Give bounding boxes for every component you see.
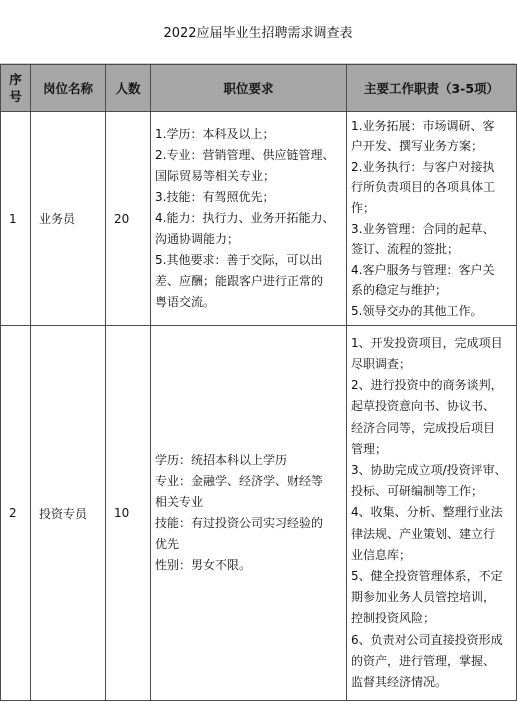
row-count: 10	[106, 326, 151, 701]
duty-line: 6、负责对公司直接投资形成	[351, 632, 503, 647]
row-requirements	[151, 326, 347, 701]
requirement-line: 粤语交流。	[155, 295, 216, 309]
requirement-line: 优先	[155, 537, 180, 551]
duty-line: 律法规、产业策划、建立行	[351, 526, 496, 541]
duty-line: 5.领导交办的其他工作。	[351, 303, 483, 318]
duty-line: 2.业务执行：与客户对接执	[351, 159, 495, 174]
requirements-list	[155, 124, 342, 313]
sheet-title: 2022应届毕业生招聘需求调查表	[0, 0, 516, 64]
header-count: 人数	[106, 65, 151, 112]
duty-line: 签订、流程的签批；	[351, 242, 460, 257]
duty-line: 控制投资风险；	[351, 611, 436, 626]
duty-line: 4、收集、分析、整理行业法	[351, 505, 503, 520]
duty-line: 5、健全投资管理体系，不定	[351, 569, 503, 583]
row-position: 业务员	[31, 112, 106, 326]
duty-line: 业信息库；	[351, 547, 412, 562]
header-requirements: 职位要求	[151, 65, 347, 112]
duty-line: 期参加业务人员管控培训，	[351, 590, 496, 605]
duty-line: 2、进行投资中的商务谈判，	[351, 378, 503, 393]
requirement-line: 性别：男女不限。	[155, 558, 252, 572]
duty-line: 起草投资意向书、协议书、	[351, 399, 496, 414]
requirement-line: 差、应酬；能跟客户进行正常的	[155, 274, 324, 288]
requirement-line: 专业：金融学、经济学、财经等	[155, 474, 324, 488]
row-duties	[347, 326, 517, 701]
duty-line: 监督其经济情况。	[351, 675, 448, 690]
row-requirements	[151, 112, 347, 326]
header-no	[1, 65, 31, 112]
duty-line: 3.业务管理：合同的起草、	[351, 221, 495, 236]
duty-line: 1.业务拓展：市场调研、客	[351, 118, 495, 133]
duty-line: 系的稳定与维护；	[351, 283, 448, 298]
duty-line: 的资产，进行管理，掌握、	[351, 653, 496, 668]
row-count: 20	[106, 112, 151, 326]
row-duties	[347, 112, 517, 326]
requirement-line: 学历：统招本科以上学历	[155, 453, 288, 467]
requirement-line: 1.学历：本科及以上；	[155, 127, 275, 141]
requirement-line: 沟通协调能力；	[155, 232, 240, 246]
row-position: 投资专员	[31, 326, 106, 701]
duty-line: 经济合同等，完成投后项目	[351, 420, 496, 435]
duties-list	[351, 116, 512, 322]
table-row	[1, 326, 517, 701]
duties-list	[351, 333, 512, 693]
duty-line: 管理；	[351, 441, 388, 456]
requirement-line: 4.能力：执行力、业务开拓能力、	[155, 211, 335, 225]
requirement-line: 2.专业：营销管理、供应链管理、	[155, 148, 335, 162]
row-no: 2	[1, 326, 31, 701]
duty-line: 尽职调查；	[351, 356, 412, 371]
duty-line: 作；	[351, 200, 376, 215]
requirements-list	[155, 450, 342, 576]
duty-line: 3、协助完成立项/投资评审、	[351, 462, 507, 477]
duty-line: 行所负责项目的各项具体工	[351, 180, 496, 195]
duty-line: 投标、可研编制等工作；	[351, 484, 484, 499]
requirement-line: 3.技能：有驾照优先；	[155, 190, 275, 204]
requirement-line: 5.其他要求：善于交际，可以出	[155, 253, 323, 267]
requirement-line: 技能：有过投资公司实习经验的	[155, 516, 324, 530]
duty-line: 4.客户服务与管理：客户关	[351, 262, 495, 277]
recruitment-table	[0, 64, 517, 701]
row-no: 1	[1, 112, 31, 326]
duty-line: 户开发、撰写业务方案；	[351, 139, 484, 154]
header-row	[1, 65, 517, 112]
header-duties: 主要工作职责（3-5项）	[347, 65, 517, 112]
requirement-line: 国际贸易等相关专业；	[155, 169, 276, 183]
requirement-line: 相关专业	[155, 495, 204, 509]
duty-line: 1、开发投资项目，完成项目	[351, 335, 503, 350]
table-row	[1, 112, 517, 326]
header-no-label: 序号	[9, 72, 22, 104]
header-position: 岗位名称	[31, 65, 106, 112]
